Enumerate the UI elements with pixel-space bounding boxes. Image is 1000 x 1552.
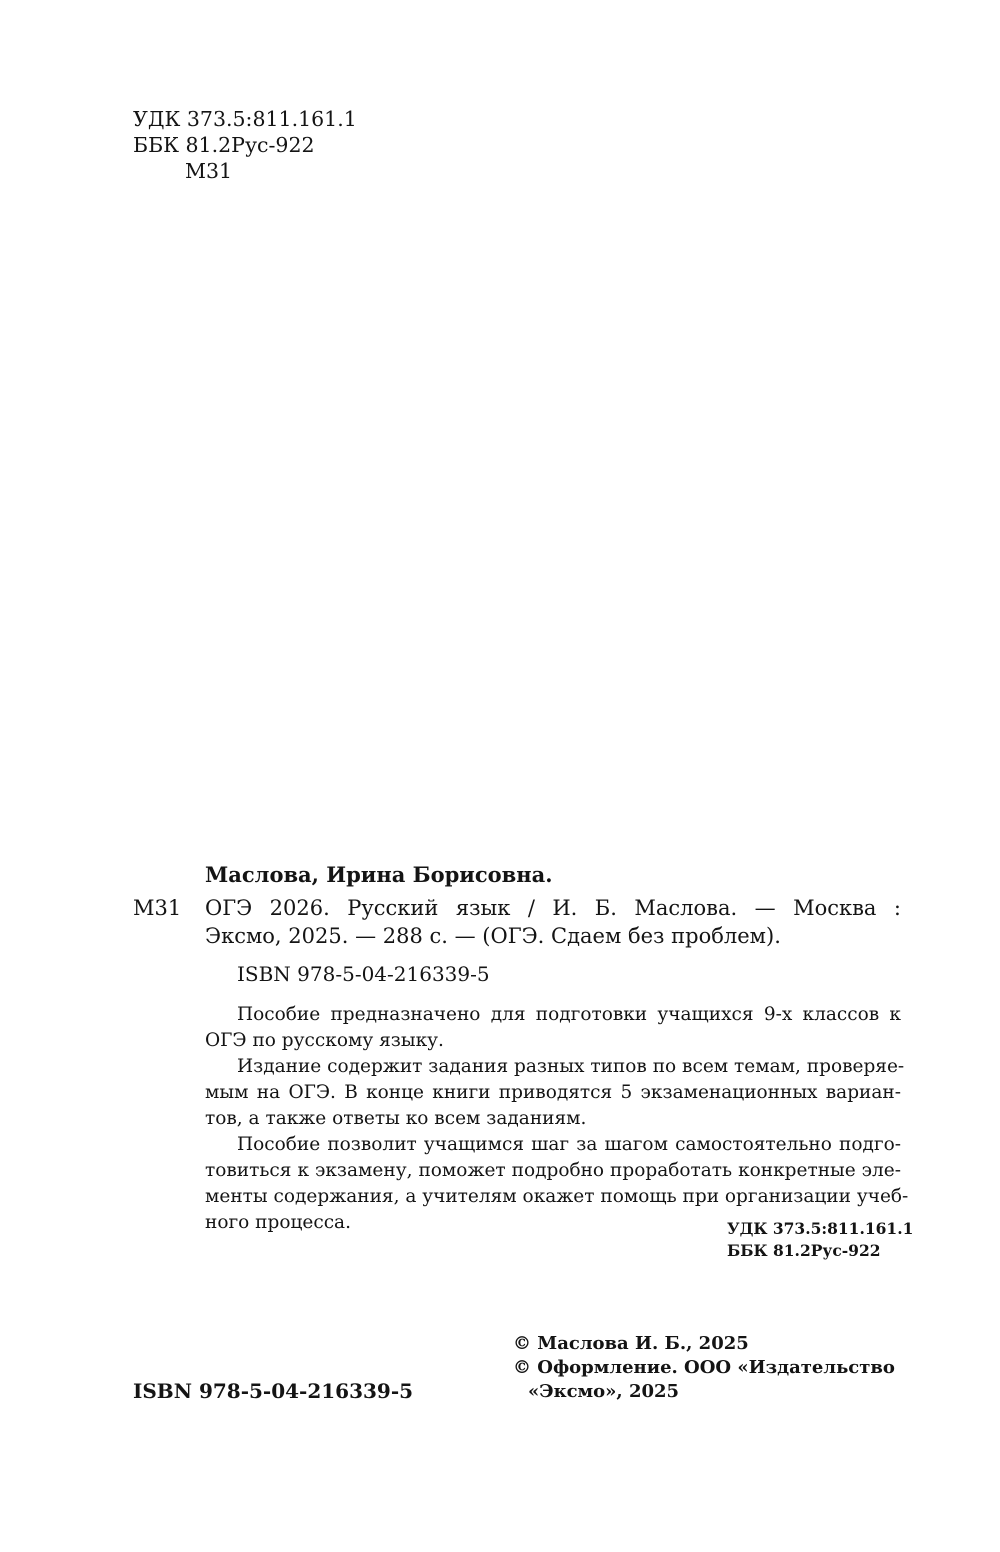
title-line-1: ОГЭ 2026. Русский язык / И. Б. Маслова. — Москва :	[205, 896, 901, 920]
annotation-line: менты содержания, а учителям окажет помощь при организации учеб-	[205, 1186, 909, 1207]
copyright-publisher: «Эксмо», 2025	[528, 1381, 680, 1402]
top-classification-codes	[133, 106, 357, 184]
annotation-line: ного процесса.	[205, 1212, 351, 1233]
copyright-author: © Маслова И. Б., 2025	[513, 1333, 749, 1354]
annotation-line: Пособие предназначено для подготовки учащихся 9-х классов к	[237, 1004, 901, 1025]
copyright-design: © Оформление. ООО «Издательство	[513, 1357, 895, 1378]
annotation-text	[205, 1002, 909, 1236]
annotation-line: товиться к экзамену, поможет подробно проработать конкретные эле-	[205, 1160, 901, 1181]
annotation-line: Пособие позволит учащимся шаг за шагом самостоятельно подго-	[237, 1134, 901, 1155]
annotation-line: мым на ОГЭ. В конце книги приводятся 5 экзаменационных вариан-	[205, 1082, 901, 1103]
annotation-line: Издание содержит задания разных типов по всем темам, проверяе-	[237, 1056, 905, 1077]
isbn-record: ISBN 978-5-04-216339-5	[237, 962, 490, 986]
side-author-mark: М31	[133, 896, 182, 920]
bbk-code-bottom: ББК 81.2Рус-922	[727, 1241, 881, 1260]
title-line-2: Эксмо, 2025. — 288 с. — (ОГЭ. Сдаем без проблем).	[205, 924, 781, 948]
bbk-code: ББК 81.2Рус-922	[133, 133, 315, 157]
author-mark: М31	[185, 159, 233, 183]
bottom-classification-codes	[727, 1218, 913, 1262]
udk-code: УДК 373.5:811.161.1	[133, 107, 357, 131]
annotation-line: ОГЭ по русскому языку.	[205, 1030, 444, 1051]
bibliographic-title	[205, 894, 901, 950]
copyright-block	[513, 1332, 895, 1404]
author-name: Маслова, Ирина Борисовна.	[205, 862, 553, 887]
isbn-bottom: ISBN 978-5-04-216339-5	[133, 1379, 414, 1403]
annotation-line: тов, а также ответы ко всем заданиям.	[205, 1108, 587, 1129]
udk-code-bottom: УДК 373.5:811.161.1	[727, 1219, 914, 1238]
